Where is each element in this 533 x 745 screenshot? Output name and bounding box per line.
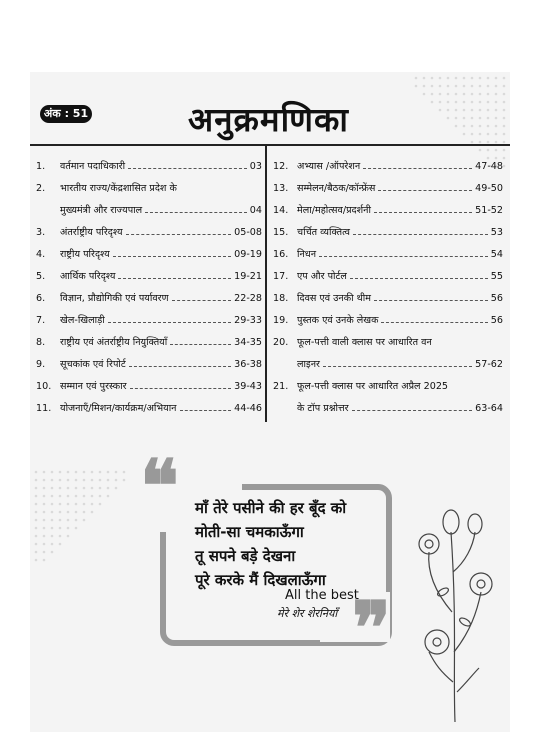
entry-number: 10.	[36, 381, 52, 392]
toc-entry[interactable]	[273, 172, 503, 194]
entry-number: 1.	[36, 161, 46, 172]
leader-dots	[129, 366, 231, 367]
toc-entry[interactable]	[273, 238, 503, 260]
entry-page: 04	[249, 205, 262, 216]
entry-label: सूचकांक एवं रिपोर्ट	[60, 359, 126, 370]
leader-dots	[319, 256, 488, 257]
entry-page: 39-43	[234, 381, 262, 392]
leader-dots	[108, 322, 231, 323]
entry-label: निधन	[297, 249, 317, 260]
entry-label: विज्ञान, प्रौद्योगिकी एवं पर्यावरण	[60, 293, 169, 304]
toc-entry[interactable]	[36, 370, 262, 392]
leader-dots	[118, 278, 231, 279]
entry-label: पुस्तक एवं उनके लेखक	[297, 315, 379, 326]
entry-label: के टॉप प्रश्नोत्तर	[297, 403, 349, 414]
entry-number: 2.	[36, 183, 46, 194]
entry-number: 3.	[36, 227, 46, 238]
title-underline	[30, 144, 510, 146]
entry-number: 20.	[273, 337, 289, 348]
entry-number: 12.	[273, 161, 289, 172]
entry-page: 49-50	[475, 183, 503, 194]
entry-page: 05-08	[234, 227, 262, 238]
entry-label: लाइनर	[297, 359, 320, 370]
toc-page	[30, 72, 510, 732]
toc-entry[interactable]	[273, 370, 503, 392]
entry-number: 4.	[36, 249, 46, 260]
toc-entry[interactable]	[36, 326, 262, 348]
toc-entry[interactable]	[36, 282, 262, 304]
entry-label: खेल-खिलाड़ी	[60, 315, 105, 326]
entry-page: 55	[490, 271, 503, 282]
leader-dots	[350, 278, 488, 279]
leader-dots	[145, 212, 247, 213]
entry-label: भारतीय राज्य/केंद्रशासित प्रदेश के	[60, 183, 177, 194]
entry-number: 6.	[36, 293, 46, 304]
toc-entry[interactable]	[36, 260, 262, 282]
leader-dots	[353, 234, 488, 235]
entry-number: 18.	[273, 293, 289, 304]
flower-illustration	[415, 492, 495, 722]
entry-page: 19-21	[234, 271, 262, 282]
entry-label: अभ्यास /ऑपरेशन	[297, 161, 361, 172]
entry-page: 09-19	[234, 249, 262, 260]
toc-entry[interactable]	[36, 150, 262, 172]
entry-page: 03	[249, 161, 262, 172]
leader-dots	[374, 300, 488, 301]
entry-number: 8.	[36, 337, 46, 348]
entry-page: 53	[490, 227, 503, 238]
entry-label: सम्मेलन/बैठक/कॉन्फ्रेंस	[297, 183, 376, 194]
toc-entry[interactable]	[36, 392, 262, 414]
entry-number: 11.	[36, 403, 52, 414]
entry-page: 63-64	[475, 403, 503, 414]
toc-entry[interactable]	[273, 304, 503, 326]
toc-entry-continuation[interactable]	[273, 392, 503, 414]
entry-number: 16.	[273, 249, 289, 260]
toc-entry-continuation[interactable]	[273, 348, 503, 370]
entry-page: 34-35	[234, 337, 262, 348]
leader-dots	[323, 366, 472, 367]
quote-line: माँ तेरे पसीने की हर बूँद को	[195, 499, 347, 517]
entry-number: 7.	[36, 315, 46, 326]
entry-number: 17.	[273, 271, 289, 282]
toc-entry[interactable]	[36, 348, 262, 370]
leader-dots	[180, 410, 232, 411]
leader-dots	[352, 410, 473, 411]
entry-page: 47-48	[475, 161, 503, 172]
entry-page: 22-28	[234, 293, 262, 304]
entry-number: 15.	[273, 227, 289, 238]
entry-number: 9.	[36, 359, 46, 370]
toc-right-column	[273, 150, 503, 414]
entry-label: योजनाएँ/मिशन/कार्यक्रम/अभियान	[60, 403, 177, 414]
toc-entry[interactable]	[36, 238, 262, 260]
leader-dots	[363, 168, 472, 169]
entry-page: 56	[490, 293, 503, 304]
toc-entry[interactable]	[36, 304, 262, 326]
entry-page: 57-62	[475, 359, 503, 370]
signoff-text: मेरे शेर शेरनियाँ	[277, 607, 338, 620]
quote-line: तू सपने बड़े देखना	[195, 547, 296, 565]
toc-entry[interactable]	[273, 260, 503, 282]
quote-line: मोती-सा चमकाऊँगा	[195, 523, 304, 541]
entry-label: राष्ट्रीय एवं अंतर्राष्ट्रीय नियुक्तियाँ	[60, 337, 168, 348]
toc-entry[interactable]	[273, 326, 503, 348]
entry-label: सम्मान एवं पुरस्कार	[60, 381, 127, 392]
quote-line: पूरे करके मैं दिखलाऊँगा	[195, 571, 326, 589]
wish-text: All the best	[285, 588, 359, 603]
leader-dots	[374, 212, 472, 213]
toc-left-column	[36, 150, 262, 414]
entry-label: फूल-पत्ती वाली क्लास पर आधारित वन	[297, 337, 432, 348]
page-title: अनुक्रमणिका	[188, 100, 349, 139]
issue-badge: अंक : 51	[40, 105, 92, 123]
toc-entry[interactable]	[273, 150, 503, 172]
entry-page: 51-52	[475, 205, 503, 216]
entry-number: 13.	[273, 183, 289, 194]
close-quote-icon: ❞	[352, 585, 391, 670]
leader-dots	[381, 322, 487, 323]
toc-entry[interactable]	[273, 216, 503, 238]
entry-number: 21.	[273, 381, 289, 392]
open-quote-icon: ❝	[140, 443, 179, 528]
leader-dots	[172, 300, 232, 301]
leader-dots	[170, 344, 231, 345]
entry-page: 29-33	[234, 315, 262, 326]
column-divider	[265, 146, 267, 422]
toc-entry[interactable]	[36, 216, 262, 238]
entry-label: आर्थिक परिदृश्य	[60, 271, 116, 282]
entry-number: 19.	[273, 315, 289, 326]
entry-label: मेला/महोत्सव/प्रदर्शनी	[297, 205, 371, 216]
entry-label: मुख्यमंत्री और राज्यपाल	[60, 205, 143, 216]
toc-entry-continuation[interactable]	[36, 194, 262, 216]
leader-dots	[378, 190, 472, 191]
entry-number: 14.	[273, 205, 289, 216]
entry-label: वर्तमान पदाधिकारी	[60, 161, 126, 172]
entry-label: दिवस एवं उनकी थीम	[297, 293, 371, 304]
entry-page: 44-46	[234, 403, 262, 414]
leader-dots	[113, 256, 231, 257]
entry-label: फूल-पत्ती क्लास पर आधारित अप्रैल 2025	[297, 381, 449, 392]
entry-page: 36-38	[234, 359, 262, 370]
leader-dots	[126, 234, 232, 235]
entry-label: एप और पोर्टल	[297, 271, 347, 282]
toc-entry[interactable]	[36, 172, 262, 194]
entry-page: 56	[490, 315, 503, 326]
leader-dots	[130, 388, 232, 389]
entry-label: राष्ट्रीय परिदृश्य	[60, 249, 110, 260]
leader-dots	[128, 168, 247, 169]
entry-page: 54	[490, 249, 503, 260]
toc-entry[interactable]	[273, 194, 503, 216]
toc-entry[interactable]	[273, 282, 503, 304]
entry-label: चर्चित व्यक्तित्व	[297, 227, 351, 238]
entry-label: अंतर्राष्ट्रीय परिदृश्य	[60, 227, 123, 238]
entry-number: 5.	[36, 271, 46, 282]
